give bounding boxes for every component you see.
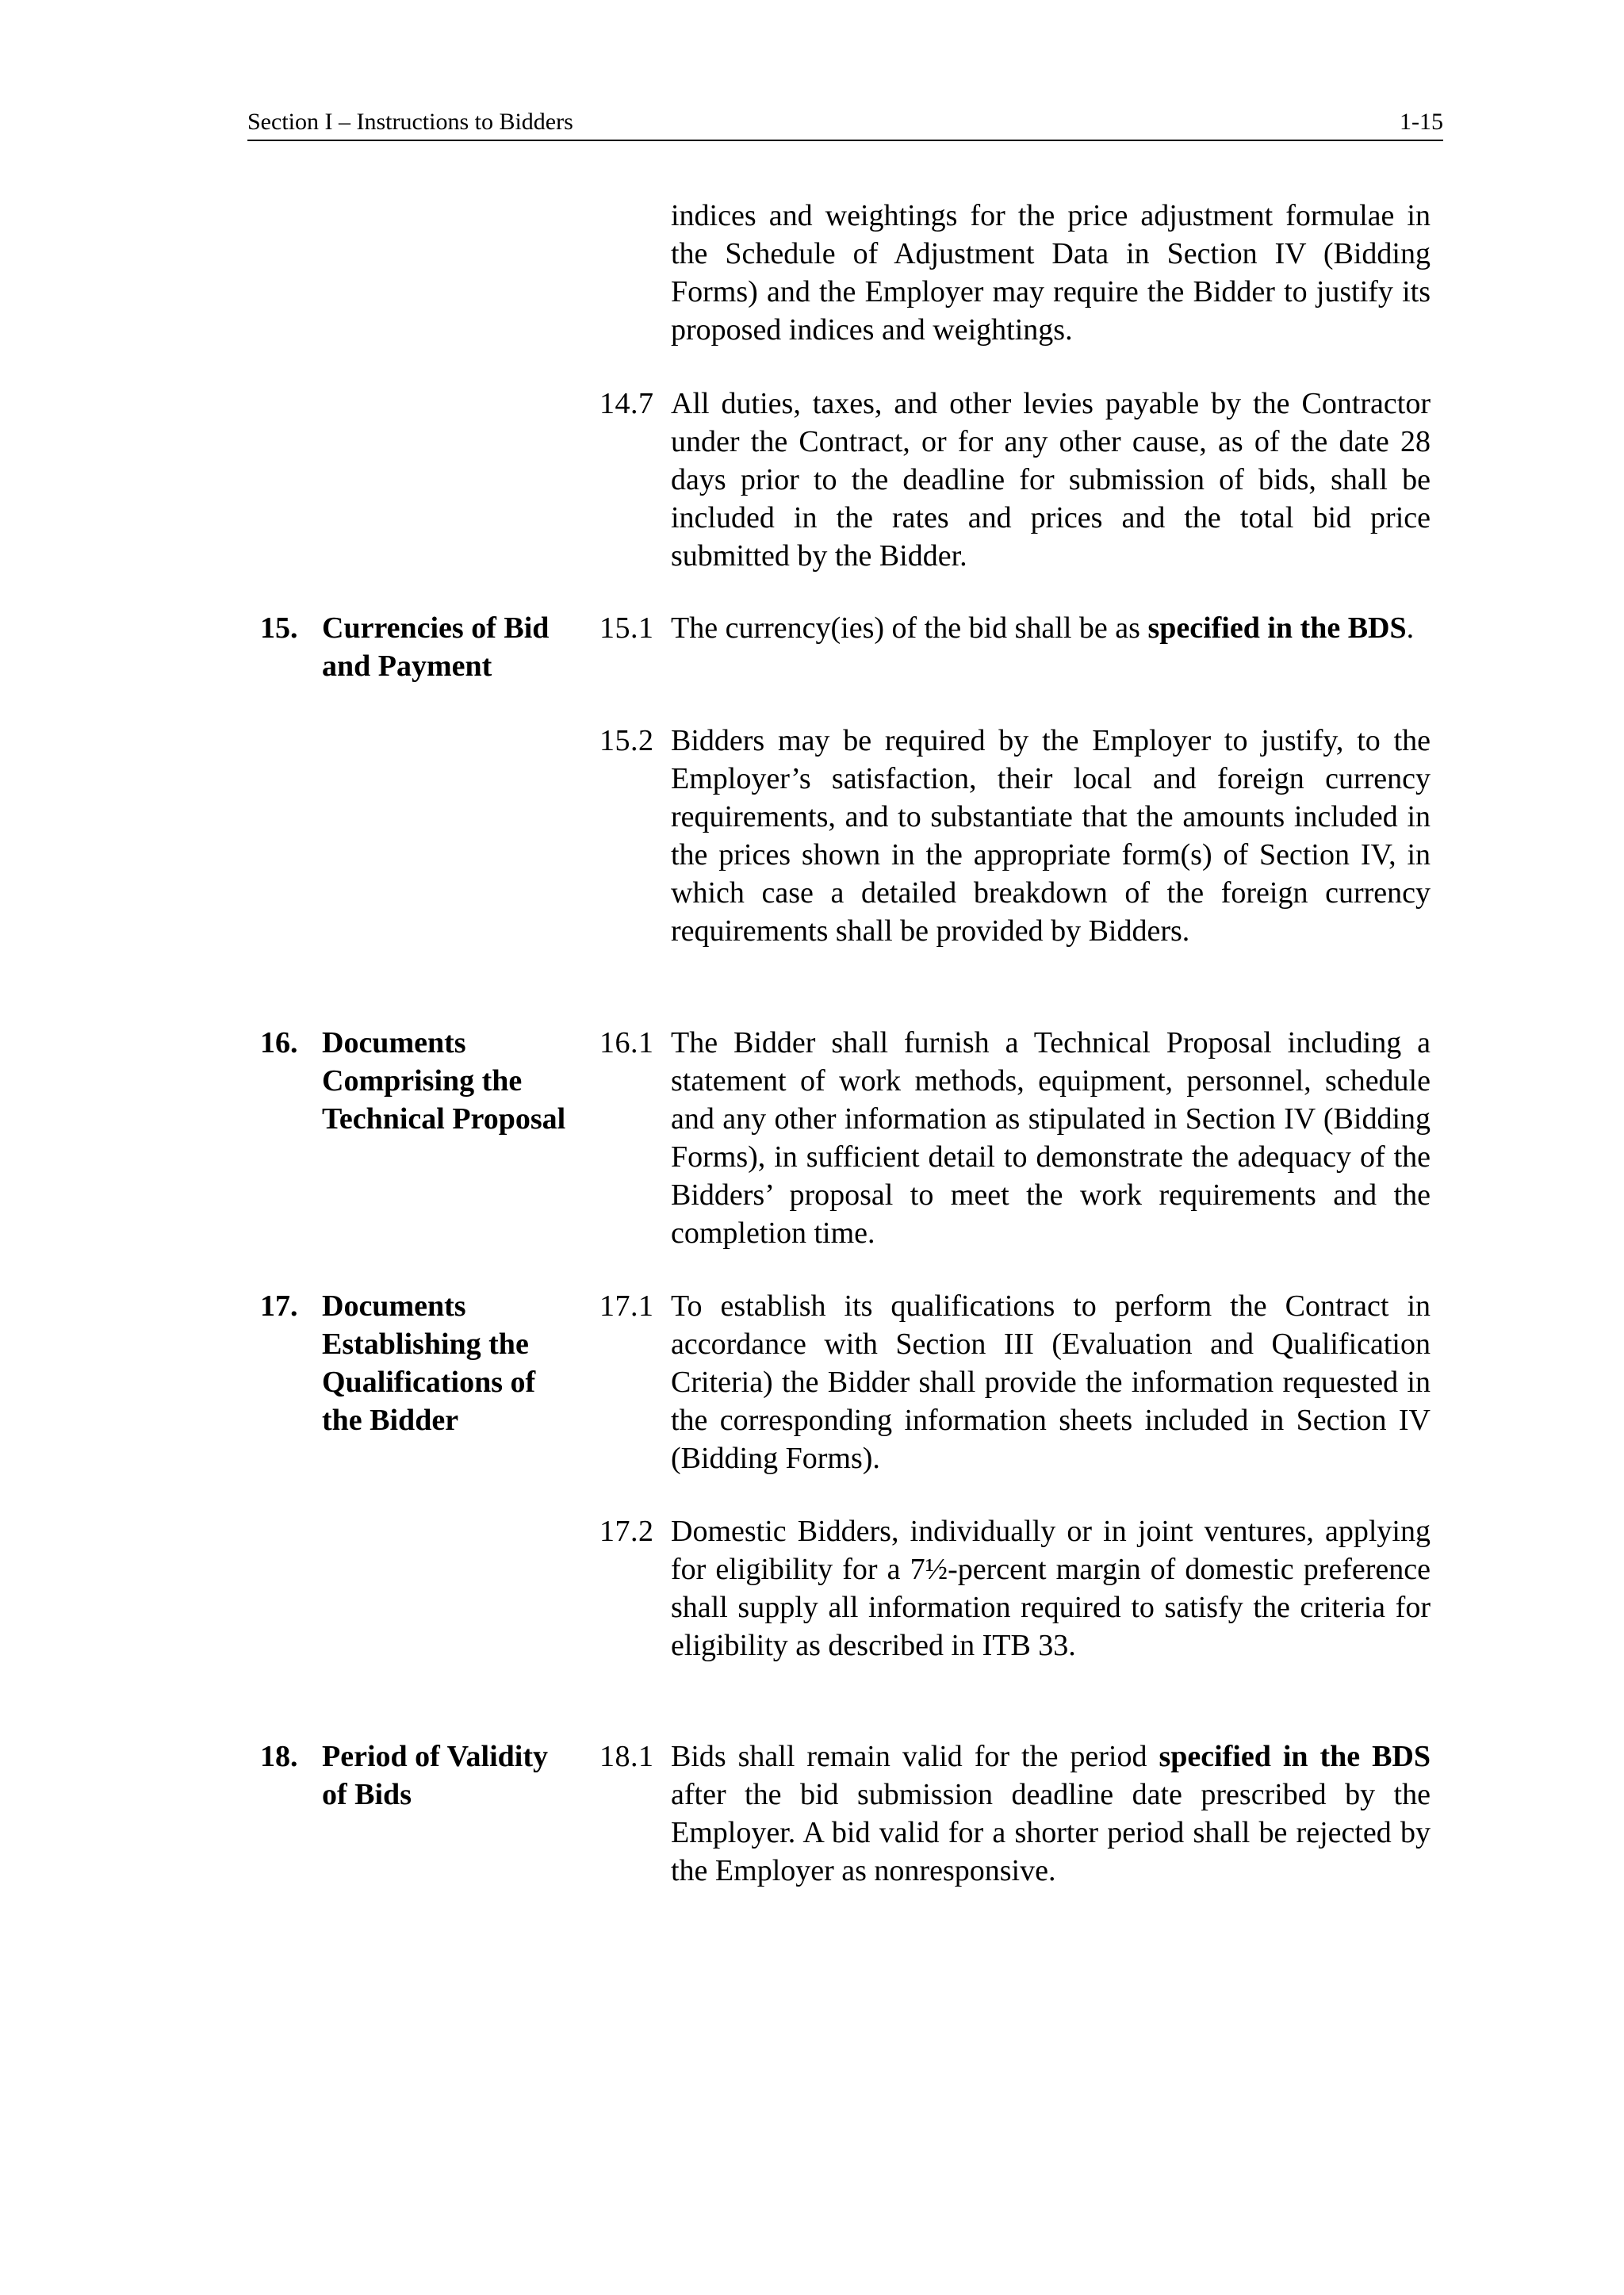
clause-number: 17.1 xyxy=(599,1289,654,1323)
clause-number: 16.1 xyxy=(599,1026,654,1059)
clause-number: 15.1 xyxy=(599,611,654,645)
item-number: 18. xyxy=(260,1740,298,1773)
item-number: 16. xyxy=(260,1026,298,1059)
item-title: Period of Validity of Bids xyxy=(322,1740,549,1811)
item-title: Documents Establishing the Qualifications of the Bidder xyxy=(322,1289,536,1437)
item-title: Documents Comprising the Technical Proposal xyxy=(322,1026,566,1136)
clause-text: Bids shall remain valid for the period specified in the BDS after the bid submission deadline date prescribed by the Employer. A bid valid for a shorter period shall be rejected by the Employer as nonresponsive. xyxy=(671,1740,1431,1887)
item-title: Currencies of Bid and Payment xyxy=(322,611,550,683)
bds-reference: specified in the BDS xyxy=(1147,611,1407,645)
clause-text: All duties, taxes, and other levies payable by the Contractor under the Contract, or for any other cause, as of the date 28 days prior to the deadline for submission of bids, shall be included in the rates and prices and the total bid price submitted by the Bidder. xyxy=(671,387,1431,573)
clause-number: 17.2 xyxy=(599,1515,654,1548)
clause-number: 14.7 xyxy=(599,387,654,420)
clause-text: The currency(ies) of the bid shall be as specified in the BDS. xyxy=(671,611,1415,645)
clause-text: The Bidder shall furnish a Technical Proposal including a statement of work methods, equipment, personnel, schedule and any other information as stipulated in Section IV (Bidding Forms), in sufficient detail to demonstrate the adequacy of the Bidders’ proposal to meet the work requirements and the completion time. xyxy=(671,1026,1431,1250)
item-number: 17. xyxy=(260,1289,298,1323)
page-header xyxy=(247,105,1443,141)
clause-number: 15.2 xyxy=(599,724,654,757)
clause-text: Domestic Bidders, individually or in joint ventures, applying for eligibility for a 7½-percent margin of domestic preference shall supply all information required to satisfy the criteria for eligibility as described in ITB 33. xyxy=(671,1515,1431,1662)
clause-text: To establish its qualifications to perform the Contract in accordance with Section III (Evaluation and Qualification Criteria) the Bidder shall provide the information requested in the corresponding information sheets included in Section IV (Bidding Forms). xyxy=(671,1289,1431,1475)
clause-number: 18.1 xyxy=(599,1740,654,1773)
item-number: 15. xyxy=(260,611,298,645)
page-number: 1-15 xyxy=(1400,109,1443,135)
bds-reference: specified in the BDS xyxy=(1159,1740,1431,1773)
section-title: Section I – Instructions to Bidders xyxy=(247,109,573,135)
clause-text: Bidders may be required by the Employer to justify, to the Employer’s satisfaction, their local and foreign currency requirements, and to substantiate that the amounts included in the prices shown in the appropriate form(s) of Section IV, in which case a detailed breakdown of the foreign currency requirements shall be provided by Bidders. xyxy=(671,724,1431,948)
continuation-text: indices and weightings for the price adjustment formulae in the Schedule of Adjustment Data in Section IV (Bidding Forms) and the Employer may require the Bidder to justify its proposed indices and weightings. xyxy=(671,199,1431,347)
